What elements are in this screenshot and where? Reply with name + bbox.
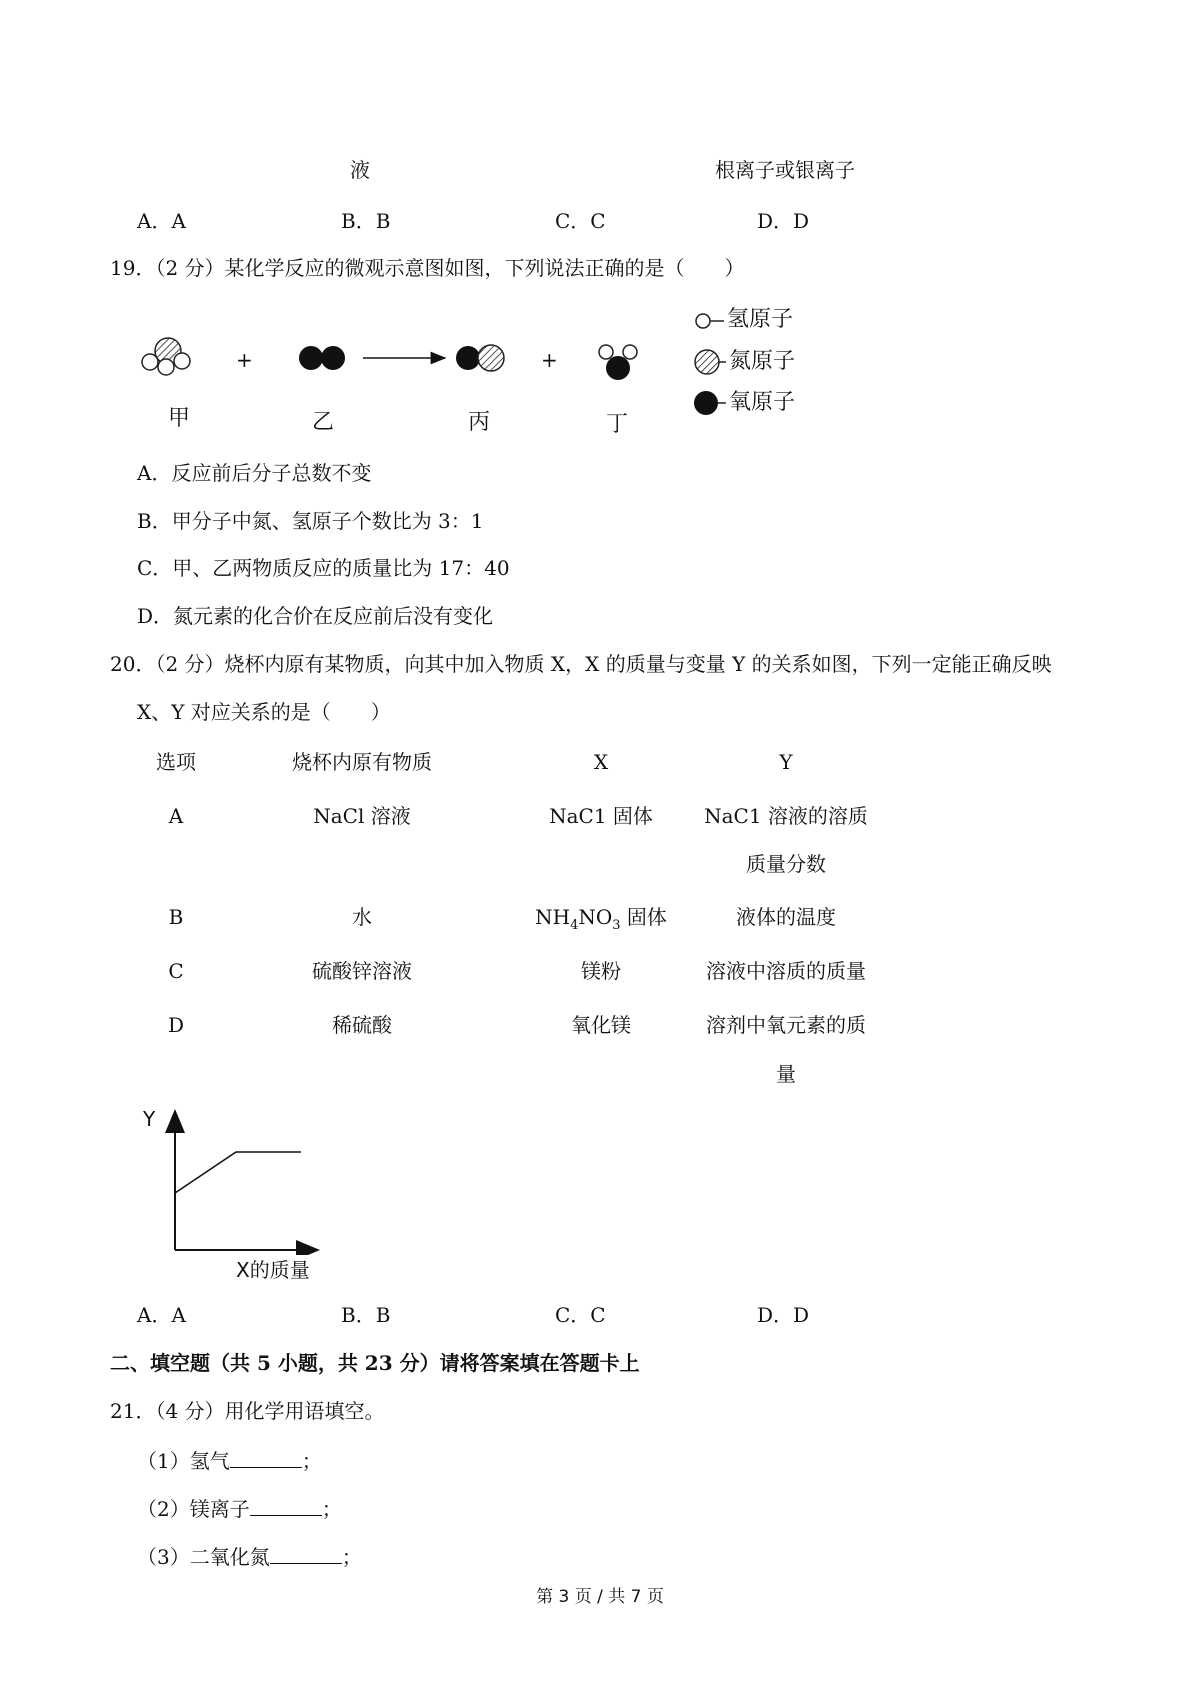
q19-option-c: C．甲、乙两物质反应的质量比为 17：40 bbox=[137, 556, 510, 580]
q20-table-header-y: Y bbox=[779, 750, 793, 774]
q20-row-c-original: 硫酸锌溶液 bbox=[312, 959, 412, 983]
q19-option-d: D．氮元素的化合价在反应前后没有变化 bbox=[137, 604, 494, 628]
q19-plus-1: + bbox=[236, 348, 253, 372]
q20-row-a-y-line1: NaC1 溶液的溶质 bbox=[704, 804, 868, 828]
legend-oxygen-icon bbox=[694, 391, 726, 415]
q19-label-ding: 丁 bbox=[606, 412, 629, 437]
q20-row-d-option: D bbox=[167, 1013, 185, 1037]
prev-option-b: B．B bbox=[341, 209, 391, 233]
q20-row-a-y-line2: 质量分数 bbox=[746, 852, 826, 876]
q21-stem: 21．（4 分）用化学用语填空。 bbox=[110, 1399, 385, 1423]
q21-item-1: （1）氢气 ； bbox=[137, 1449, 322, 1473]
q21-item-1-blank[interactable] bbox=[230, 1449, 302, 1468]
prev-option-c: C．C bbox=[555, 209, 606, 233]
q19-stem: 19．（2 分）某化学反应的微观示意图如图，下列说法正确的是（ ） bbox=[110, 256, 745, 280]
q20-option-c: C．C bbox=[555, 1303, 606, 1327]
q20-row-c-option: C bbox=[168, 959, 184, 983]
section-2-title: 二、填空题（共 5 小题，共 23 分）请将答案填在答题卡上 bbox=[110, 1351, 640, 1375]
q20-row-d-original: 稀硫酸 bbox=[332, 1013, 392, 1037]
q21-item-3-blank[interactable] bbox=[270, 1545, 342, 1564]
molecule-yi-icon bbox=[299, 346, 345, 370]
q20-graph bbox=[150, 1105, 330, 1255]
q21-item-2-blank[interactable] bbox=[250, 1497, 322, 1516]
q20-row-c-x: 镁粉 bbox=[581, 959, 621, 983]
q19-option-a: A．反应前后分子总数不变 bbox=[137, 461, 372, 485]
q20-row-b-y: 液体的温度 bbox=[736, 905, 836, 929]
molecule-jia-icon bbox=[142, 338, 190, 375]
q20-option-d: D．D bbox=[757, 1303, 810, 1327]
legend-hydrogen-label: 氢原子 bbox=[727, 307, 794, 332]
q20-row-d-y-line2: 量 bbox=[776, 1062, 796, 1086]
q20-row-d-y-line1: 溶剂中氧元素的质 bbox=[706, 1013, 866, 1037]
q20-row-a-x: NaC1 固体 bbox=[549, 804, 653, 828]
q19-label-jia: 甲 bbox=[168, 406, 191, 431]
prev-option-a: A．A bbox=[137, 209, 186, 233]
q20-row-d-x: 氧化镁 bbox=[571, 1013, 631, 1037]
q19-label-yi: 乙 bbox=[312, 410, 335, 435]
molecule-ding-icon bbox=[599, 345, 637, 380]
graph-curve bbox=[175, 1152, 301, 1193]
q20-table-header-x: X bbox=[593, 750, 609, 774]
q19-label-bing: 丙 bbox=[468, 410, 491, 435]
q19-plus-2: + bbox=[541, 348, 558, 372]
q20-row-a-option: A bbox=[168, 804, 184, 828]
q20-stem-line2: X、Y 对应关系的是（ ） bbox=[137, 700, 391, 724]
q20-row-b-original: 水 bbox=[352, 905, 372, 929]
page-footer: 第 3 页 / 共 7 页 bbox=[536, 1587, 664, 1607]
q20-table-header-option: 选项 bbox=[156, 750, 196, 774]
legend-oxygen-label: 氧原子 bbox=[729, 390, 796, 415]
prev-fragment-left: 液 bbox=[350, 158, 370, 182]
q20-table-header-original: 烧杯内原有物质 bbox=[292, 750, 432, 774]
legend-nitrogen-icon bbox=[695, 350, 726, 374]
q20-option-b: B．B bbox=[341, 1303, 391, 1327]
q20-option-a: A．A bbox=[137, 1303, 186, 1327]
q19-option-b: B．甲分子中氮、氢原子个数比为 3：1 bbox=[137, 509, 484, 533]
q20-row-b-x: $NH_4NO_3$ 固体 bbox=[535, 905, 667, 933]
graph-y-label: Y bbox=[143, 1107, 156, 1131]
q21-item-2: （2）镁离子 ； bbox=[137, 1497, 342, 1521]
prev-fragment-right: 根离子或银离子 bbox=[715, 158, 855, 182]
q20-row-b-option: B bbox=[168, 905, 184, 929]
q20-row-c-y: 溶液中溶质的质量 bbox=[706, 959, 866, 983]
molecule-bing-icon bbox=[456, 345, 504, 371]
prev-option-d: D．D bbox=[757, 209, 810, 233]
legend-hydrogen-icon bbox=[696, 314, 724, 328]
q21-item-3: （3）二氧化氮 ； bbox=[137, 1545, 362, 1569]
legend-nitrogen-label: 氮原子 bbox=[729, 349, 796, 374]
q20-row-a-original: NaCl 溶液 bbox=[313, 804, 411, 828]
graph-x-label: X的质量 bbox=[236, 1258, 310, 1282]
q20-stem-line1: 20．（2 分）烧杯内原有某物质，向其中加入物质 X，X 的质量与变量 Y 的关系如图，下列一定能正确反映 bbox=[110, 652, 1052, 676]
